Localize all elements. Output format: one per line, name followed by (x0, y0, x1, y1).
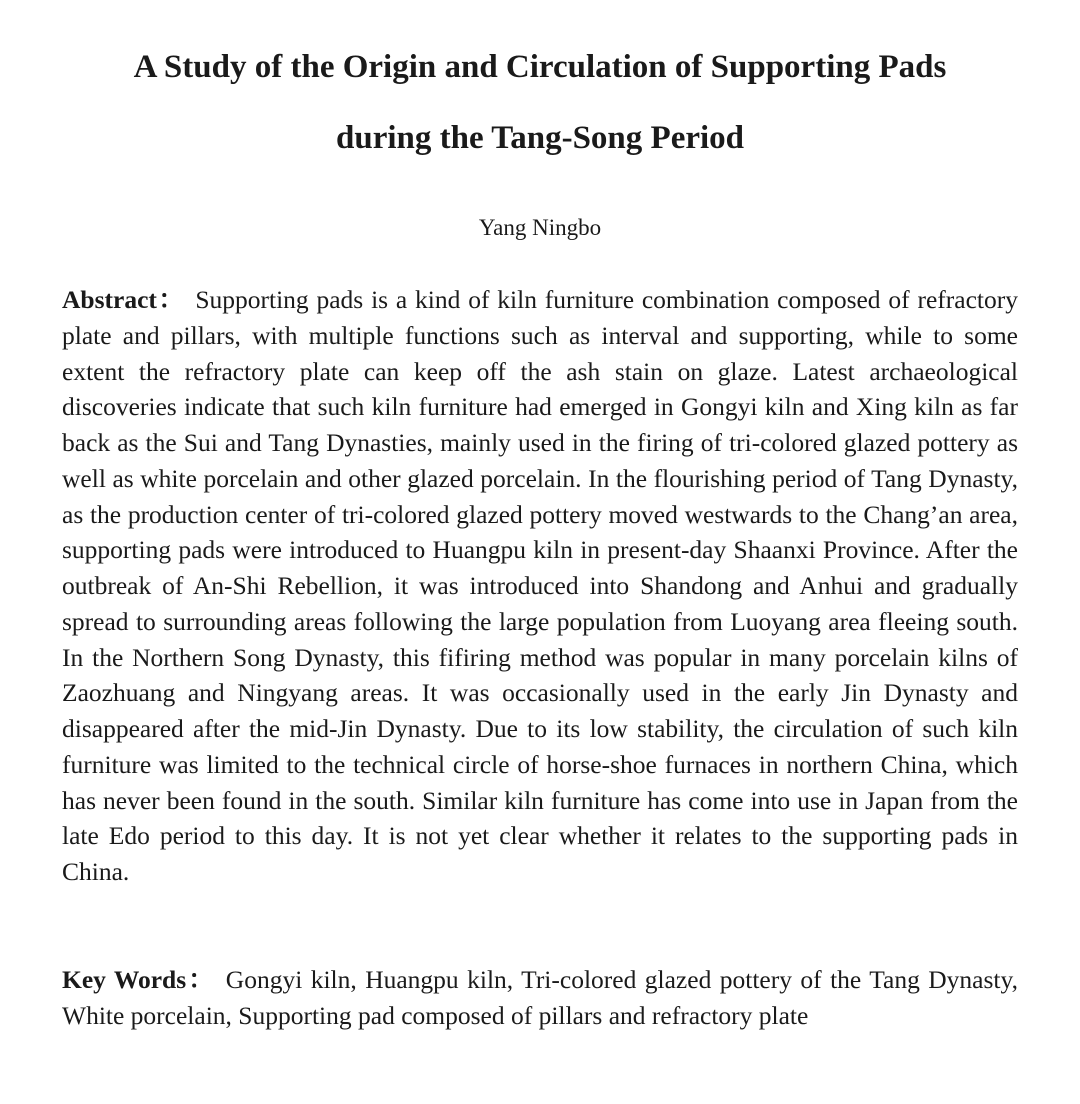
abstract-label: Abstract (62, 285, 157, 314)
paper-title-line-1: A Study of the Origin and Circulation of Supporting Pads (133, 49, 947, 85)
keywords-label: Key Words (62, 965, 187, 994)
paper-title-line-2: during the Tang-Song Period (335, 120, 745, 156)
keywords-section (62, 962, 1018, 1034)
author-name: Yang Ningbo (478, 215, 602, 240)
keywords-separator: ： (186, 965, 216, 994)
keywords-text: Gongyi kiln, Huangpu kiln, Tri-colored glazed pottery of the Tang Dynasty, White porcelain, Supporting pad composed of pillars and refractory plate (62, 965, 1018, 1030)
abstract-separator: ： (156, 285, 186, 314)
abstract-text: Supporting pads is a kind of kiln furniture combination composed of refractory plate and pillars, with multiple functions such as interval and supporting, while to some extent the refractory plate can keep off the ash stain on glaze. Latest archaeological discoveries indicate that such kiln furniture had emerged in Gongyi kiln and Xing kiln as far back as the Sui and Tang Dynasties, mainly used in the firing of tri-colored glazed pottery as well as white porcelain and other glazed porcelain. In the flourishing period of Tang Dynasty, as the production center of tri-colored glazed pottery moved westwards to the Chang’an area, supporting pads were introduced to Huangpu kiln in present-day Shaanxi Province. After the outbreak of An-Shi Rebellion, it was introduced into Shandong and Anhui and gradually spread to surrounding areas following the large population from Luoyang area fleeing south. In the Northern Song Dynasty, this fifiring method was popular in many porcelain kilns of Zaozhuang and Ningyang areas. It was occasionally used in the early Jin Dynasty and disappeared after the mid-Jin Dynasty. Due to its low stability, the circulation of such kiln furniture was limited to the technical circle of horse-shoe furnaces in northern China, which has never been found in the south. Similar kiln furniture has come into use in Japan from the late Edo period to this day. It is not yet clear whether it relates to the supporting pads in China. (62, 285, 1018, 886)
abstract-section (62, 282, 1018, 890)
